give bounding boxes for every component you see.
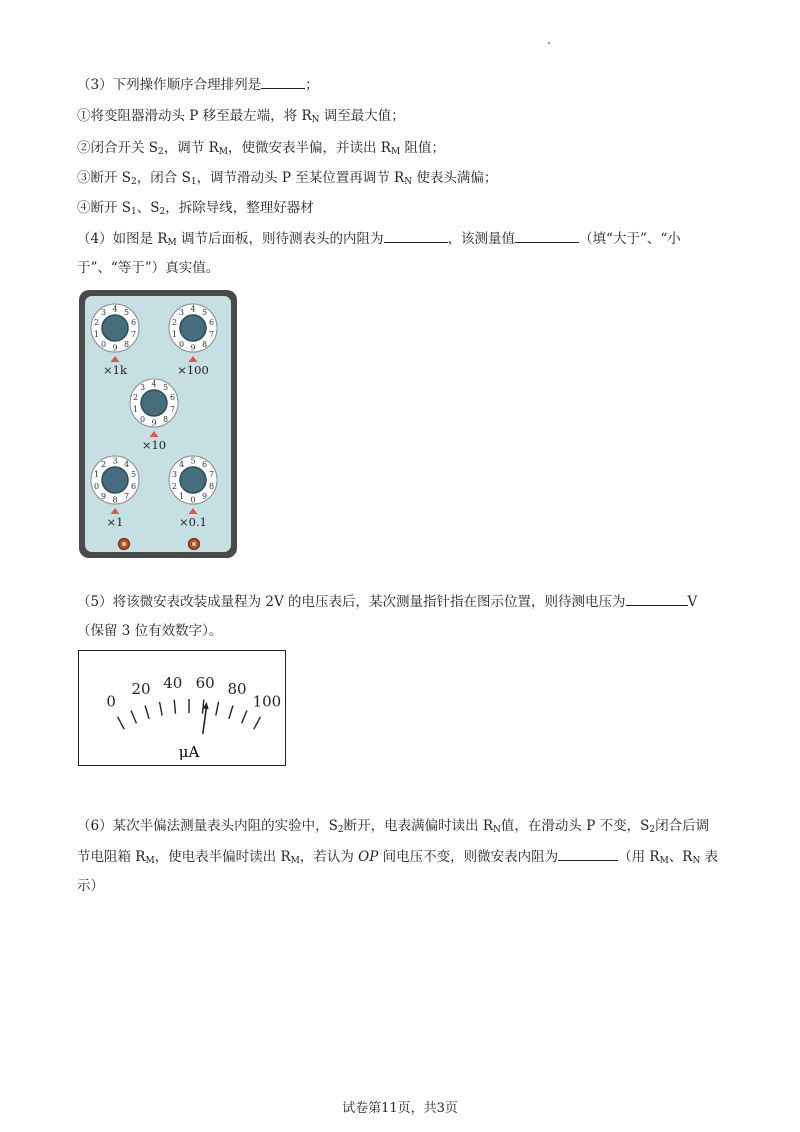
knob-multiplier-label: ×1 xyxy=(106,515,124,529)
knob-digit: 7 xyxy=(208,470,215,479)
meter-tick xyxy=(145,706,149,719)
q6-line-3: 示） xyxy=(77,878,104,894)
knob-digit: 3 xyxy=(178,308,185,318)
knob-digit: 9 xyxy=(100,491,107,501)
knob-digit: 0 xyxy=(93,482,100,491)
resistance-box-panel xyxy=(77,288,239,560)
terminal-left-center xyxy=(122,542,126,546)
meter-tick xyxy=(242,711,247,724)
knob-digit: 2 xyxy=(171,318,178,327)
knob-digit: 1 xyxy=(132,405,139,414)
q3-answer-blank[interactable] xyxy=(261,74,305,89)
meter-scale-label: 100 xyxy=(252,692,282,711)
knob-digit: 9 xyxy=(190,343,196,353)
knob-digit: 1 xyxy=(93,330,100,339)
meter-unit-label: μA xyxy=(178,743,200,761)
knob-digit: 2 xyxy=(100,460,107,470)
knob-digit: 3 xyxy=(171,470,178,479)
meter-scale-label: 60 xyxy=(195,673,215,692)
knob-multiplier-label: ×1k xyxy=(103,363,127,377)
meter-tick xyxy=(160,702,163,716)
stray-dot xyxy=(548,42,550,44)
q6-resistance-blank[interactable] xyxy=(558,846,618,861)
knob-digit: 0 xyxy=(100,339,107,349)
knob-digit: 4 xyxy=(112,304,118,314)
knob-digit: 5 xyxy=(130,470,137,479)
meter-scale-label: 40 xyxy=(163,673,183,692)
knob-digit: 4 xyxy=(151,379,157,389)
knob-digit: 6 xyxy=(201,460,208,470)
terminal-right-center xyxy=(192,542,196,546)
q4-resistance-blank[interactable] xyxy=(384,228,448,243)
knob-digit: 2 xyxy=(171,482,178,491)
knob-digit: 5 xyxy=(190,456,196,466)
knob-digit: 2 xyxy=(132,393,139,402)
q5-voltage-blank[interactable] xyxy=(626,591,688,606)
knob-multiplier-label: ×100 xyxy=(177,363,209,377)
meter-scale-label: 20 xyxy=(131,680,151,699)
q3-step-3: ③断开 $S_2$，闭合 $S_1$，调节滑动头 P 至某位置再调节 $R_N$ 使表头满偏； xyxy=(77,170,498,187)
knob-digit: 9 xyxy=(151,418,157,428)
knob-digit: 1 xyxy=(171,330,178,339)
q3-prompt: （3）下列操作顺序合理排列是 ； xyxy=(77,74,319,95)
q5-line-2: （保留 3 位有效数字）。 xyxy=(77,623,223,639)
knob-cap xyxy=(102,467,128,493)
meter-tick xyxy=(216,702,219,716)
knob-digit: 3 xyxy=(100,308,107,318)
q6-line-2: 节电阻箱 $R_M$，使电表半偏时读出 $R_M$，若认为 OP 间电压不变，则微安表内阻为 （用 $R_M$、$R_N$ 表 xyxy=(77,846,718,871)
knob-digit: 3 xyxy=(139,383,146,393)
knob-digit: 0 xyxy=(139,414,146,424)
knob-cap xyxy=(180,315,206,341)
q4-comparison-blank[interactable] xyxy=(515,228,579,243)
knob-digit: 8 xyxy=(201,339,208,349)
knob-multiplier-label: ×0.1 xyxy=(179,515,207,529)
meter-tick xyxy=(131,711,136,724)
q3-step-4: ④断开 $S_1$、$S_2$，拆除导线，整理好器材 xyxy=(77,200,314,217)
knob-digit: 7 xyxy=(208,330,215,339)
page-footer: 试卷第11页，共3页 xyxy=(342,1101,458,1116)
meter-tick xyxy=(118,717,125,729)
knob-digit: 9 xyxy=(112,343,118,353)
knob-digit: 4 xyxy=(190,304,196,314)
knob-digit: 8 xyxy=(112,495,118,505)
microammeter-dial xyxy=(78,650,286,766)
knob-digit: 9 xyxy=(201,491,208,501)
knob-digit: 6 xyxy=(169,393,176,402)
meter-tick xyxy=(254,717,261,729)
meter-tick xyxy=(229,706,233,719)
knob-digit: 6 xyxy=(130,318,137,327)
knob-digit: 2 xyxy=(93,318,100,327)
knob-digit: 1 xyxy=(93,470,100,479)
q3-step-1: ①将变阻器滑动头 P 移至最左端，将 $R_N$ 调至最大值； xyxy=(77,108,405,125)
q3-step-2: ②闭合开关 $S_2$，调节 $R_M$，使微安表半偏，并读出 $R_M$ 阻值； xyxy=(77,140,445,157)
q6-line-1: （6）某次半偏法测量表头内阻的实验中，$S_2$断开，电表满偏时读出 $R_N$值，在滑动头 P 不变，$S_2$闭合后调 xyxy=(77,818,710,835)
knob-digit: 0 xyxy=(190,495,196,505)
knob-digit: 0 xyxy=(178,339,185,349)
meter-scale-label: 0 xyxy=(106,692,116,711)
knob-digit: 5 xyxy=(123,308,130,318)
knob-digit: 4 xyxy=(178,460,185,470)
knob-digit: 7 xyxy=(130,330,137,339)
knob-digit: 5 xyxy=(201,308,208,318)
knob-multiplier-label: ×10 xyxy=(141,438,167,452)
knob-digit: 7 xyxy=(123,491,130,501)
knob-digit: 5 xyxy=(162,383,169,393)
meter-tick xyxy=(203,700,204,714)
knob-digit: 6 xyxy=(130,482,137,491)
knob-digit: 7 xyxy=(169,405,176,414)
knob-digit: 8 xyxy=(162,414,169,424)
knob-digit: 8 xyxy=(123,339,130,349)
q4-line-1: （4）如图是 $R_M$ 调节后面板，则待测表头的内阻为 ，该测量值 （填“大于”、“小 xyxy=(77,228,681,253)
knob-digit: 6 xyxy=(208,318,215,327)
knob-digit: 3 xyxy=(112,456,118,466)
meter-scale-label: 80 xyxy=(227,680,247,699)
knob-cap xyxy=(180,467,206,493)
meter-tick xyxy=(174,700,175,714)
q5-line-1: （5）将该微安表改装成量程为 2V 的电压表后，某次测量指针指在图示位置，则待测电压为 V xyxy=(77,591,697,612)
knob-digit: 4 xyxy=(123,460,130,470)
knob-digit: 1 xyxy=(178,491,185,501)
knob-cap xyxy=(141,390,167,416)
q4-line-2: 于”、“等于”）真实值。 xyxy=(77,260,220,276)
knob-digit: 8 xyxy=(208,482,215,491)
knob-cap xyxy=(102,315,128,341)
